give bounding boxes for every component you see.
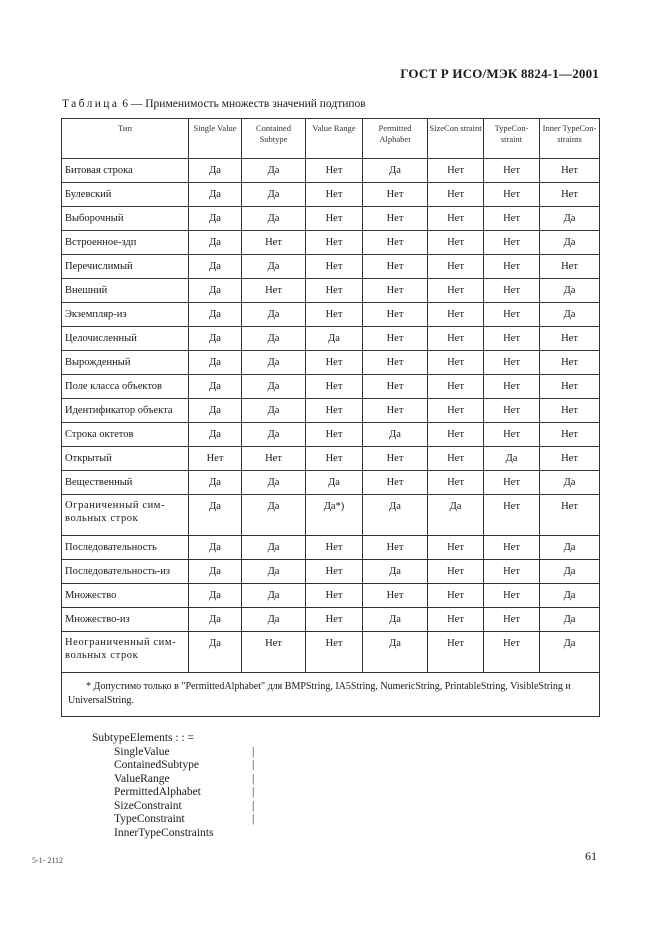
table-cell: Да xyxy=(189,608,242,632)
table-cell: Нет xyxy=(363,471,428,495)
row-type-name: Целочисленный xyxy=(62,327,189,351)
asn1-separator: | xyxy=(252,813,255,825)
table-cell: Да xyxy=(242,327,306,351)
row-type-name: Булевский xyxy=(62,183,189,207)
column-header: Permitted Alphabet xyxy=(363,119,428,159)
table-cell: Да xyxy=(540,632,600,673)
table-cell: Нет xyxy=(428,632,484,673)
subtype-applicability-table xyxy=(61,118,600,717)
row-type-name xyxy=(62,632,189,673)
table-cell: Нет xyxy=(484,632,540,673)
table-row xyxy=(62,303,600,327)
table-cell: Да xyxy=(242,423,306,447)
table-cell: Нет xyxy=(363,255,428,279)
table-cell: Да xyxy=(306,471,363,495)
table-cell: Нет xyxy=(540,375,600,399)
table-cell: Нет xyxy=(428,471,484,495)
table-cell: Нет xyxy=(484,231,540,255)
asn1-alternative-name: SizeConstraint xyxy=(114,799,182,812)
table-cell: Нет xyxy=(484,207,540,231)
table-cell: Да xyxy=(189,423,242,447)
table-cell: Нет xyxy=(428,303,484,327)
table-row xyxy=(62,207,600,231)
row-type-name: Внешний xyxy=(62,279,189,303)
column-header: Inner TypeCon- straints xyxy=(540,119,600,159)
table-cell: Нет xyxy=(540,447,600,471)
table-cell: Нет xyxy=(484,255,540,279)
table-cell: Да xyxy=(242,471,306,495)
table-cell: Нет xyxy=(306,351,363,375)
table-cell: Да xyxy=(540,584,600,608)
table-cell: Да xyxy=(242,399,306,423)
table-cell: Нет xyxy=(540,351,600,375)
table-cell: Да xyxy=(242,584,306,608)
asn1-alternative-name: InnerTypeConstraints xyxy=(114,826,214,839)
table-cell: Да xyxy=(428,495,484,536)
table-cell: Нет xyxy=(428,447,484,471)
table-cell: Нет xyxy=(363,303,428,327)
table-cell: Нет xyxy=(484,159,540,183)
table-cell: Да xyxy=(484,447,540,471)
table-cell: Нет xyxy=(363,279,428,303)
table-cell: Нет xyxy=(306,207,363,231)
table-cell: Нет xyxy=(428,183,484,207)
table-cell: Да xyxy=(363,423,428,447)
table-cell: Нет xyxy=(428,423,484,447)
row-type-name-line: Неограниченный сим- xyxy=(65,637,177,648)
table-cell: Нет xyxy=(540,327,600,351)
row-type-name: Поле класса объектов xyxy=(62,375,189,399)
table-cell: Нет xyxy=(540,399,600,423)
table-row xyxy=(62,632,600,673)
column-header: Тип xyxy=(62,119,189,159)
table-cell: Да xyxy=(189,399,242,423)
table-cell: Нет xyxy=(484,351,540,375)
row-type-name: Перечислимый xyxy=(62,255,189,279)
footnote-row xyxy=(62,673,600,717)
table-cell: Да xyxy=(189,375,242,399)
table-cell: Нет xyxy=(484,183,540,207)
asn1-definition xyxy=(92,732,255,840)
asn1-alternative-name: SingleValue xyxy=(114,745,170,758)
table-cell: Нет xyxy=(306,159,363,183)
table-cell: Нет xyxy=(363,207,428,231)
table-row xyxy=(62,231,600,255)
table-cell: Да xyxy=(242,303,306,327)
row-type-name: Множество-из xyxy=(62,608,189,632)
table-cell: Да xyxy=(189,303,242,327)
asn1-alternative xyxy=(92,772,255,787)
table-cell: Нет xyxy=(540,159,600,183)
asn1-alternative xyxy=(92,813,255,827)
table-cell: Да xyxy=(189,327,242,351)
table-cell: Нет xyxy=(428,560,484,584)
table-row xyxy=(62,399,600,423)
table-caption-label: Таблица xyxy=(62,98,120,110)
table-cell: Нет xyxy=(306,279,363,303)
table-body xyxy=(62,159,600,717)
table-row xyxy=(62,447,600,471)
table-row xyxy=(62,584,600,608)
table-cell: Да xyxy=(540,560,600,584)
asn1-alternative xyxy=(92,786,255,800)
table-cell: Нет xyxy=(306,399,363,423)
table-footnote: * Допустимо только в "PermittedAlphabet" для BMPString, IA5String, NumericString, PrintableString, VisibleString и UniversalString. xyxy=(62,673,600,717)
row-type-name-line: вольных строк xyxy=(65,650,139,661)
table-cell: Да xyxy=(242,351,306,375)
asn1-production-head: SubtypeElements : : = xyxy=(92,732,194,744)
table-cell: Нет xyxy=(484,399,540,423)
table-cell: Да xyxy=(540,279,600,303)
column-header: Contained Subtype xyxy=(242,119,306,159)
table-cell: Да xyxy=(540,471,600,495)
table-cell: Нет xyxy=(484,608,540,632)
table-cell: Да*) xyxy=(306,495,363,536)
table-cell: Да xyxy=(242,608,306,632)
table-cell: Нет xyxy=(363,327,428,351)
table-cell: Да xyxy=(540,207,600,231)
table-cell: Да xyxy=(540,303,600,327)
table-cell: Да xyxy=(189,471,242,495)
row-type-name: Строка октетов xyxy=(62,423,189,447)
column-header: TypeCon- straint xyxy=(484,119,540,159)
table-header-row xyxy=(62,119,600,159)
column-header: Single Value xyxy=(189,119,242,159)
page-number: 61 xyxy=(585,849,597,863)
table-row xyxy=(62,255,600,279)
table-cell: Да xyxy=(189,207,242,231)
table-caption-text: 6 — Применимость множеств значений подтипов xyxy=(122,98,366,110)
table-caption xyxy=(62,98,366,110)
table-row xyxy=(62,536,600,560)
table-cell: Нет xyxy=(540,495,600,536)
table-cell: Да xyxy=(242,560,306,584)
table-cell: Да xyxy=(189,536,242,560)
table-cell: Нет xyxy=(484,584,540,608)
asn1-alternatives xyxy=(92,745,255,841)
table-cell: Нет xyxy=(428,231,484,255)
table-cell: Нет xyxy=(306,423,363,447)
asn1-alternative xyxy=(92,799,255,814)
table-cell: Нет xyxy=(484,495,540,536)
table-cell: Нет xyxy=(363,375,428,399)
row-type-name xyxy=(62,495,189,536)
table-cell: Нет xyxy=(242,279,306,303)
table-cell: Да xyxy=(242,375,306,399)
table-cell: Да xyxy=(363,560,428,584)
table-cell: Нет xyxy=(363,351,428,375)
table-cell: Да xyxy=(189,183,242,207)
asn1-alternative-name: TypeConstraint xyxy=(114,813,185,825)
asn1-separator: | xyxy=(252,772,255,785)
table-cell: Нет xyxy=(363,183,428,207)
table-cell: Нет xyxy=(306,608,363,632)
table-cell: Нет xyxy=(242,447,306,471)
asn1-separator: | xyxy=(252,745,255,758)
column-header: SizeCon straint xyxy=(428,119,484,159)
row-type-name-line: Ограниченный сим- xyxy=(65,500,166,511)
asn1-alternative-name: ValueRange xyxy=(114,772,170,785)
table-row xyxy=(62,351,600,375)
table-row xyxy=(62,495,600,536)
table-cell: Нет xyxy=(306,183,363,207)
print-code: 5-1- 2112 xyxy=(32,856,64,865)
asn1-alternative-name: ContainedSubtype xyxy=(114,759,199,771)
table-cell: Нет xyxy=(363,536,428,560)
table-cell: Да xyxy=(242,495,306,536)
table-cell: Нет xyxy=(363,447,428,471)
table-cell: Нет xyxy=(484,303,540,327)
row-type-name: Встроенное-здп xyxy=(62,231,189,255)
table-cell: Нет xyxy=(363,584,428,608)
table-row xyxy=(62,560,600,584)
table-cell: Нет xyxy=(484,375,540,399)
table-cell: Нет xyxy=(363,399,428,423)
table-cell: Нет xyxy=(242,632,306,673)
table-cell: Да xyxy=(540,608,600,632)
table-row xyxy=(62,423,600,447)
table-cell: Нет xyxy=(484,536,540,560)
row-type-name-line: вольных строк xyxy=(65,513,139,524)
table-cell: Нет xyxy=(428,608,484,632)
table-cell: Да xyxy=(242,183,306,207)
row-type-name: Открытый xyxy=(62,447,189,471)
table-row xyxy=(62,279,600,303)
table-cell: Нет xyxy=(306,560,363,584)
table-cell: Да xyxy=(189,560,242,584)
document-header-title: ГОСТ Р ИСО/МЭК 8824-1—2001 xyxy=(400,66,599,81)
table-cell: Да xyxy=(363,159,428,183)
asn1-separator: | xyxy=(252,786,255,798)
table-cell: Нет xyxy=(540,183,600,207)
table-cell: Нет xyxy=(428,255,484,279)
table-cell: Да xyxy=(306,327,363,351)
table-cell: Нет xyxy=(428,279,484,303)
column-header: Value Range xyxy=(306,119,363,159)
table-cell: Да xyxy=(189,231,242,255)
row-type-name: Последовательность xyxy=(62,536,189,560)
table-cell: Нет xyxy=(540,255,600,279)
table-cell: Нет xyxy=(428,207,484,231)
table-cell: Да xyxy=(189,632,242,673)
asn1-alternative xyxy=(92,827,213,841)
table-row xyxy=(62,608,600,632)
table-cell: Да xyxy=(242,207,306,231)
table-row xyxy=(62,159,600,183)
table-cell: Нет xyxy=(189,447,242,471)
table-cell: Нет xyxy=(428,351,484,375)
table-cell: Нет xyxy=(428,375,484,399)
table-cell: Нет xyxy=(428,399,484,423)
table-cell: Нет xyxy=(428,584,484,608)
table-cell: Да xyxy=(189,255,242,279)
table-cell: Нет xyxy=(484,471,540,495)
row-type-name: Множество xyxy=(62,584,189,608)
table-cell: Нет xyxy=(428,536,484,560)
table-cell: Нет xyxy=(306,447,363,471)
row-type-name: Идентификатор объекта xyxy=(62,399,189,423)
table-cell: Нет xyxy=(306,375,363,399)
table-cell: Нет xyxy=(428,327,484,351)
table-row xyxy=(62,183,600,207)
table-cell: Да xyxy=(363,495,428,536)
table-cell: Да xyxy=(540,536,600,560)
table-cell: Нет xyxy=(306,632,363,673)
table-cell: Да xyxy=(363,608,428,632)
table-cell: Да xyxy=(540,231,600,255)
table-cell: Нет xyxy=(540,423,600,447)
table-cell: Нет xyxy=(428,159,484,183)
table-cell: Нет xyxy=(484,423,540,447)
table-cell: Да xyxy=(363,632,428,673)
table-cell: Да xyxy=(189,495,242,536)
row-type-name: Вырожденный xyxy=(62,351,189,375)
row-type-name: Битовая строка xyxy=(62,159,189,183)
asn1-alternative xyxy=(92,745,255,760)
table-cell: Нет xyxy=(484,327,540,351)
table-cell: Нет xyxy=(306,536,363,560)
table-cell: Нет xyxy=(242,231,306,255)
table-cell: Да xyxy=(189,351,242,375)
table-cell: Да xyxy=(189,279,242,303)
table-row xyxy=(62,471,600,495)
row-type-name: Выборочный xyxy=(62,207,189,231)
table-cell: Нет xyxy=(306,584,363,608)
row-type-name: Последовательность-из xyxy=(62,560,189,584)
table-cell: Да xyxy=(189,159,242,183)
table-row xyxy=(62,375,600,399)
asn1-alternative-name: PermittedAlphabet xyxy=(114,786,201,798)
table-cell: Нет xyxy=(306,303,363,327)
table-cell: Да xyxy=(242,159,306,183)
asn1-alternative xyxy=(92,759,255,773)
table-cell: Нет xyxy=(363,231,428,255)
table-cell: Да xyxy=(242,536,306,560)
table-cell: Нет xyxy=(306,231,363,255)
asn1-separator: | xyxy=(252,759,255,771)
row-type-name: Экземпляр-из xyxy=(62,303,189,327)
table-cell: Нет xyxy=(484,560,540,584)
asn1-separator: | xyxy=(252,799,255,812)
table-cell: Нет xyxy=(306,255,363,279)
table-cell: Да xyxy=(189,584,242,608)
table-cell: Да xyxy=(242,255,306,279)
table-row xyxy=(62,327,600,351)
table-cell: Нет xyxy=(484,279,540,303)
row-type-name: Вещественный xyxy=(62,471,189,495)
